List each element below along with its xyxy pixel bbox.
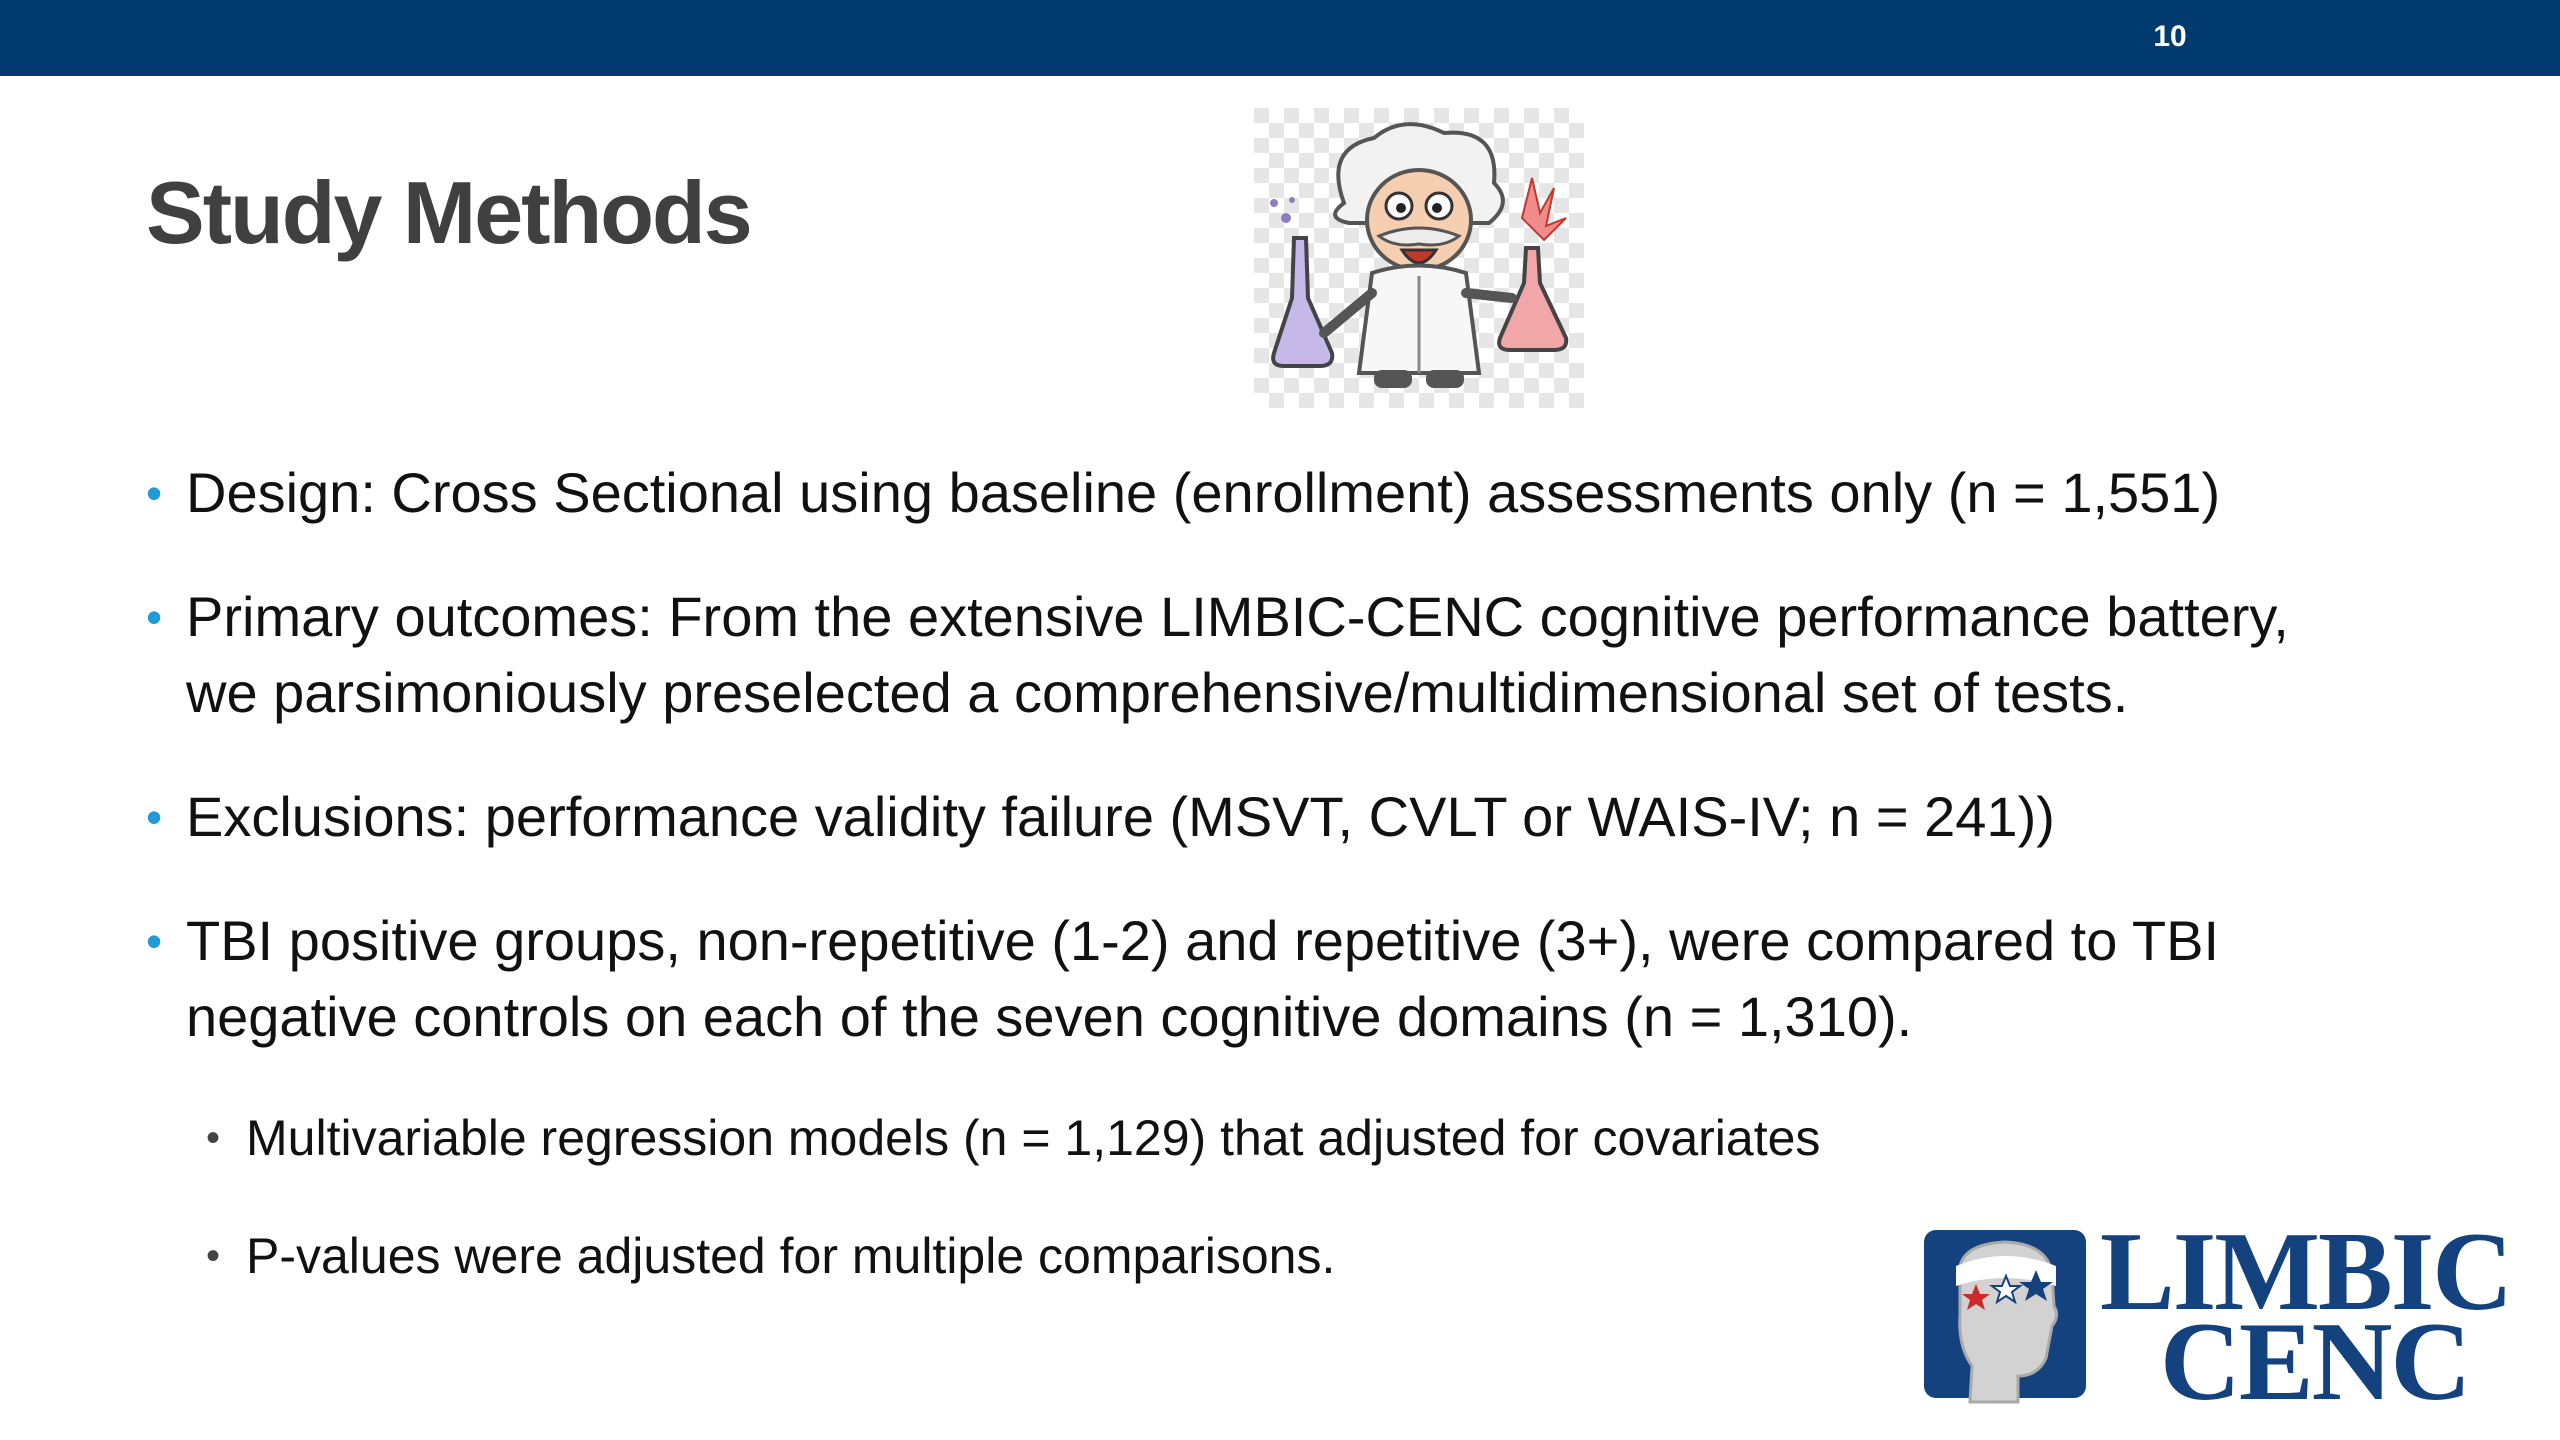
bullet-text-line: Primary outcomes: From the extensive LIMBIC-CENC cognitive performance battery, bbox=[186, 585, 2289, 648]
logo-text-limbic: LIMBIC bbox=[2100, 1210, 2512, 1334]
bullet-dot: • bbox=[146, 591, 163, 643]
bullet-design bbox=[146, 455, 2426, 531]
sub-bullet-dot: • bbox=[206, 1116, 221, 1160]
bullet-text-line: we parsimoniously preselected a comprehensive/multidimensional set of tests. bbox=[186, 661, 2129, 724]
bullet-list bbox=[146, 455, 2426, 1339]
bullet-exclusions bbox=[146, 779, 2426, 855]
sub-bullet-text: P-values were adjusted for multiple comparisons. bbox=[246, 1228, 1336, 1284]
bullet-dot: • bbox=[146, 915, 163, 967]
bullet-dot: • bbox=[146, 467, 163, 519]
sub-bullet-regression bbox=[206, 1103, 2426, 1173]
header-bar bbox=[0, 0, 2560, 76]
bullet-dot: • bbox=[146, 791, 163, 843]
bullet-tbi-groups bbox=[146, 903, 2426, 1055]
limbic-cenc-head-logo-icon bbox=[1920, 1226, 2090, 1406]
bullet-text-line: Design: Cross Sectional using baseline (enrollment) assessments only (n = 1,551) bbox=[186, 461, 2221, 524]
logo-text-cenc: CENC bbox=[2160, 1300, 2470, 1424]
slide-title: Study Methods bbox=[146, 163, 751, 262]
sub-bullet-dot: • bbox=[206, 1234, 221, 1278]
bullet-text-line: Exclusions: performance validity failure (MSVT, CVLT or WAIS-IV; n = 241)) bbox=[186, 785, 2055, 848]
bullet-primary-outcomes bbox=[146, 579, 2426, 731]
scientist-illustration-icon bbox=[1254, 108, 1584, 408]
slide-number: 10 bbox=[2153, 20, 2187, 53]
bullet-text-line: TBI positive groups, non-repetitive (1-2) and repetitive (3+), were compared to TBI bbox=[186, 909, 2220, 972]
bullet-text-line: negative controls on each of the seven cognitive domains (n = 1,310). bbox=[186, 985, 1913, 1048]
sub-bullet-text: Multivariable regression models (n = 1,129) that adjusted for covariates bbox=[246, 1110, 1821, 1166]
